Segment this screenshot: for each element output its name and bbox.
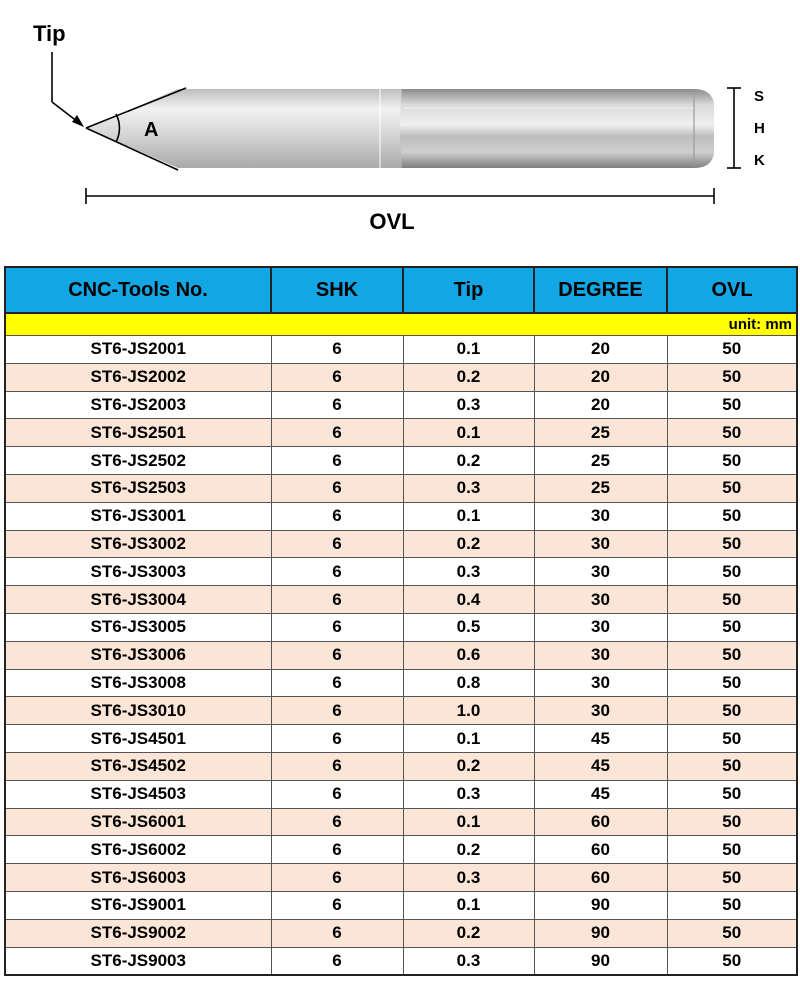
cell-tip: 0.1 (403, 725, 534, 753)
cell-tip: 0.2 (403, 530, 534, 558)
cell-ovl: 50 (667, 864, 797, 892)
cell-degree: 45 (534, 725, 667, 753)
cell-tip: 0.3 (403, 391, 534, 419)
cell-ovl: 50 (667, 669, 797, 697)
cell-ovl: 50 (667, 752, 797, 780)
cell-degree: 20 (534, 363, 667, 391)
cell-ovl: 50 (667, 725, 797, 753)
table-row (5, 447, 797, 475)
cell-shk: 6 (271, 919, 403, 947)
cell-shk: 6 (271, 947, 403, 975)
cell-tip: 0.6 (403, 641, 534, 669)
cell-ovl: 50 (667, 891, 797, 919)
cell-tool-no: ST6-JS9001 (5, 891, 271, 919)
cell-tip: 0.8 (403, 669, 534, 697)
blade (86, 88, 405, 170)
cell-ovl: 50 (667, 808, 797, 836)
table-row (5, 558, 797, 586)
cell-degree: 90 (534, 947, 667, 975)
table-row (5, 419, 797, 447)
cell-shk: 6 (271, 419, 403, 447)
cell-tool-no: ST6-JS6001 (5, 808, 271, 836)
unit-label: unit: mm (5, 313, 797, 336)
cell-shk: 6 (271, 530, 403, 558)
table-row (5, 669, 797, 697)
cell-shk: 6 (271, 613, 403, 641)
cell-degree: 20 (534, 391, 667, 419)
cell-ovl: 50 (667, 697, 797, 725)
header-degree: DEGREE (534, 267, 667, 313)
cell-shk: 6 (271, 725, 403, 753)
cell-degree: 60 (534, 864, 667, 892)
cell-ovl: 50 (667, 836, 797, 864)
cell-tool-no: ST6-JS2001 (5, 336, 271, 364)
cell-tip: 0.2 (403, 447, 534, 475)
cell-tool-no: ST6-JS3001 (5, 502, 271, 530)
table-row (5, 947, 797, 975)
cell-tool-no: ST6-JS6002 (5, 836, 271, 864)
cell-degree: 90 (534, 891, 667, 919)
table-row (5, 586, 797, 614)
cell-shk: 6 (271, 474, 403, 502)
cell-shk: 6 (271, 780, 403, 808)
cell-shk: 6 (271, 391, 403, 419)
table-row (5, 391, 797, 419)
table-row (5, 919, 797, 947)
angle-label: A (144, 119, 159, 141)
cell-tip: 0.3 (403, 864, 534, 892)
cell-shk: 6 (271, 502, 403, 530)
table-row (5, 697, 797, 725)
header-tip: Tip (403, 267, 534, 313)
table-row (5, 363, 797, 391)
cell-degree: 25 (534, 419, 667, 447)
cell-tip: 0.2 (403, 919, 534, 947)
cell-ovl: 50 (667, 919, 797, 947)
cell-tool-no: ST6-JS3004 (5, 586, 271, 614)
cell-tool-no: ST6-JS4501 (5, 725, 271, 753)
cell-tool-no: ST6-JS3010 (5, 697, 271, 725)
tip-pointer-arrow (52, 52, 84, 127)
cell-tool-no: ST6-JS4502 (5, 752, 271, 780)
overall-length-dimension (86, 188, 714, 204)
cell-tip: 0.4 (403, 586, 534, 614)
cell-ovl: 50 (667, 391, 797, 419)
cell-degree: 30 (534, 502, 667, 530)
cell-tool-no: ST6-JS9003 (5, 947, 271, 975)
cell-degree: 45 (534, 752, 667, 780)
cell-tip: 0.3 (403, 474, 534, 502)
cell-degree: 30 (534, 530, 667, 558)
cell-shk: 6 (271, 669, 403, 697)
tool-diagram (0, 0, 800, 250)
cell-shk: 6 (271, 363, 403, 391)
cell-degree: 30 (534, 586, 667, 614)
cell-ovl: 50 (667, 530, 797, 558)
cell-shk: 6 (271, 558, 403, 586)
unit-row (5, 313, 797, 336)
cell-tip: 0.1 (403, 891, 534, 919)
table-row (5, 502, 797, 530)
cell-degree: 45 (534, 780, 667, 808)
cell-tip: 0.2 (403, 363, 534, 391)
cell-tip: 0.1 (403, 502, 534, 530)
cell-ovl: 50 (667, 363, 797, 391)
cell-tool-no: ST6-JS2501 (5, 419, 271, 447)
cell-degree: 30 (534, 669, 667, 697)
tip-label: Tip (33, 21, 66, 46)
cell-degree: 25 (534, 447, 667, 475)
table-row (5, 530, 797, 558)
header-row (5, 267, 797, 313)
shank-diameter-bracket (727, 88, 741, 168)
header-shk: SHK (271, 267, 403, 313)
cell-shk: 6 (271, 697, 403, 725)
cell-degree: 60 (534, 836, 667, 864)
cell-tool-no: ST6-JS6003 (5, 864, 271, 892)
cell-shk: 6 (271, 836, 403, 864)
cell-degree: 30 (534, 613, 667, 641)
cell-ovl: 50 (667, 947, 797, 975)
cell-degree: 25 (534, 474, 667, 502)
cell-tip: 0.1 (403, 808, 534, 836)
header-cnc-tools-no: CNC-Tools No. (5, 267, 271, 313)
cell-ovl: 50 (667, 780, 797, 808)
cell-shk: 6 (271, 808, 403, 836)
overall-length-label: OVL (369, 209, 415, 234)
cell-tip: 0.3 (403, 558, 534, 586)
cell-ovl: 50 (667, 613, 797, 641)
table-header (5, 267, 797, 336)
cell-tool-no: ST6-JS2002 (5, 363, 271, 391)
cell-degree: 90 (534, 919, 667, 947)
cell-shk: 6 (271, 586, 403, 614)
header-ovl: OVL (667, 267, 797, 313)
cell-shk: 6 (271, 336, 403, 364)
cell-degree: 60 (534, 808, 667, 836)
cell-tip: 0.2 (403, 752, 534, 780)
cell-tool-no: ST6-JS3006 (5, 641, 271, 669)
table-row (5, 752, 797, 780)
shank (400, 89, 714, 168)
cell-ovl: 50 (667, 419, 797, 447)
table-row (5, 891, 797, 919)
table-row (5, 725, 797, 753)
cell-shk: 6 (271, 891, 403, 919)
table-body (5, 336, 797, 976)
spec-table (4, 266, 798, 976)
cell-tip: 0.3 (403, 947, 534, 975)
cell-shk: 6 (271, 447, 403, 475)
cell-degree: 30 (534, 697, 667, 725)
cell-tool-no: ST6-JS2003 (5, 391, 271, 419)
table-row (5, 780, 797, 808)
table-row (5, 641, 797, 669)
cell-ovl: 50 (667, 641, 797, 669)
shank-label-s: S (754, 88, 765, 105)
cell-tip: 0.1 (403, 419, 534, 447)
cell-tool-no: ST6-JS9002 (5, 919, 271, 947)
table-row (5, 336, 797, 364)
cell-tool-no: ST6-JS3008 (5, 669, 271, 697)
cell-ovl: 50 (667, 558, 797, 586)
cell-shk: 6 (271, 752, 403, 780)
cell-tip: 1.0 (403, 697, 534, 725)
cell-ovl: 50 (667, 502, 797, 530)
cell-ovl: 50 (667, 447, 797, 475)
cell-tool-no: ST6-JS3005 (5, 613, 271, 641)
cell-shk: 6 (271, 864, 403, 892)
cell-tool-no: ST6-JS2502 (5, 447, 271, 475)
cell-tool-no: ST6-JS4503 (5, 780, 271, 808)
cell-tool-no: ST6-JS3002 (5, 530, 271, 558)
table-row (5, 864, 797, 892)
table-row (5, 613, 797, 641)
cell-tool-no: ST6-JS3003 (5, 558, 271, 586)
cell-ovl: 50 (667, 474, 797, 502)
cell-shk: 6 (271, 641, 403, 669)
cell-tip: 0.2 (403, 836, 534, 864)
cell-ovl: 50 (667, 336, 797, 364)
shank-label-k: K (754, 152, 765, 169)
cell-tip: 0.3 (403, 780, 534, 808)
cell-tip: 0.5 (403, 613, 534, 641)
table-row (5, 808, 797, 836)
cell-tip: 0.1 (403, 336, 534, 364)
cell-degree: 30 (534, 641, 667, 669)
table-row (5, 474, 797, 502)
table-row (5, 836, 797, 864)
cell-degree: 20 (534, 336, 667, 364)
tool-drawing (0, 0, 800, 250)
cell-tool-no: ST6-JS2503 (5, 474, 271, 502)
shank-label-h: H (754, 120, 765, 137)
cell-ovl: 50 (667, 586, 797, 614)
cell-degree: 30 (534, 558, 667, 586)
